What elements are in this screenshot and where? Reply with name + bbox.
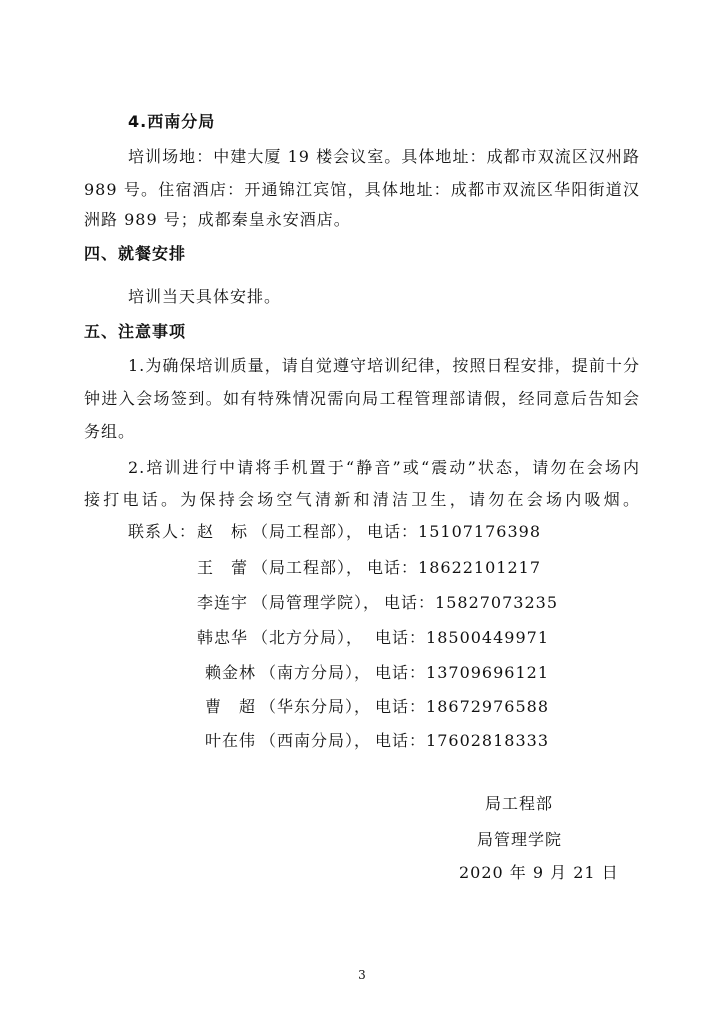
paragraph-line: 2.培训进行中请将手机置于“静音”或“震动”状态，请勿在会场内 xyxy=(128,458,640,477)
contact-row xyxy=(205,731,553,751)
contact-row xyxy=(197,593,562,613)
contact-name: 叶在伟 xyxy=(205,731,257,750)
contact-row xyxy=(205,697,553,717)
contact-dept: （华东分局）， xyxy=(260,697,372,716)
contact-dept: （西南分局）， xyxy=(260,731,372,750)
section-heading-dining: 四、就餐安排 xyxy=(84,244,187,263)
paragraph-line: 洲路 989 号；成都秦皇永安酒店。 xyxy=(84,210,351,229)
contact-name: 韩忠华 xyxy=(197,628,249,647)
contact-phone: 电话：15107176398 xyxy=(367,522,542,541)
contact-phone: 电话：13709696121 xyxy=(375,663,550,682)
contact-phone: 电话：18622101217 xyxy=(367,558,542,577)
paragraph-line: 务组。 xyxy=(84,422,136,441)
contact-dept: （局工程部）， xyxy=(252,558,364,577)
contact-row xyxy=(197,628,553,648)
contact-row xyxy=(197,558,545,578)
paragraph-line: 1.为确保培训质量，请自觉遵守培训纪律，按照日程安排，提前十分 xyxy=(128,356,640,375)
contact-name: 赖金林 xyxy=(205,663,257,682)
contact-dept: （局工程部）， xyxy=(252,522,364,541)
section-heading-southwest: 4.西南分局 xyxy=(128,112,216,131)
contact-name: 赵 标 xyxy=(197,522,249,541)
contact-name: 曹 超 xyxy=(205,697,257,716)
contacts-label: 联系人： xyxy=(128,522,197,541)
contact-phone: 电话：15827073235 xyxy=(384,593,559,612)
contact-name: 李连宇 xyxy=(197,593,249,612)
contact-dept: （南方分局）， xyxy=(260,663,372,682)
signature-org-2: 局管理学院 xyxy=(477,830,563,849)
contact-phone: 电话：17602818333 xyxy=(375,731,550,750)
section-heading-notes: 五、注意事项 xyxy=(84,322,187,341)
contact-row xyxy=(205,663,553,683)
paragraph-line: 989 号。住宿酒店：开通锦江宾馆，具体地址：成都市双流区华阳街道汉 xyxy=(84,180,640,199)
contact-dept: （北方分局）， xyxy=(252,628,364,647)
page-number: 3 xyxy=(358,968,366,982)
contact-name: 王 蕾 xyxy=(197,558,249,577)
paragraph-line: 钟进入会场签到。如有特殊情况需向局工程管理部请假，经同意后告知会 xyxy=(84,389,640,408)
signature-date: 2020 年 9 月 21 日 xyxy=(459,863,619,882)
signature-org-1: 局工程部 xyxy=(485,794,554,813)
contact-phone: 电话：18672976588 xyxy=(375,697,550,716)
contact-phone: 电话：18500449971 xyxy=(375,628,550,647)
paragraph-line: 接打电话。为保持会场空气清新和清洁卫生，请勿在会场内吸烟。 xyxy=(84,490,640,509)
contact-row xyxy=(197,522,545,542)
paragraph-line: 培训当天具体安排。 xyxy=(128,287,282,306)
paragraph-line: 培训场地：中建大厦 19 楼会议室。具体地址：成都市双流区汉州路 xyxy=(128,147,640,166)
contact-dept: （局管理学院）， xyxy=(252,593,381,612)
